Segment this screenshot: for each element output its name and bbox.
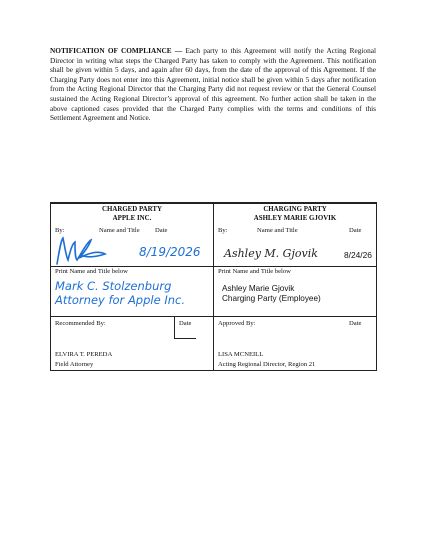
charged-name-title-label: Name and Title bbox=[99, 227, 140, 234]
charging-party-name: ASHLEY MARIE GJOVIK bbox=[253, 214, 337, 222]
charging-by-label: By: bbox=[218, 227, 228, 234]
charged-signature-date: 8/19/2026 bbox=[139, 245, 201, 259]
charged-party-title: CHARGED PARTY bbox=[102, 206, 162, 213]
approved-cell bbox=[214, 316, 377, 370]
signature-table bbox=[50, 202, 377, 371]
approved-title: Acting Regional Director, Region 21 bbox=[218, 360, 316, 368]
recommended-cell bbox=[51, 316, 214, 370]
charged-party-signature bbox=[53, 234, 133, 268]
notice-body: Each party to this Agreement will notify the Acting Regional Director in writing what steps the Charged Party has taken to comply with the Agreement. This notification shall be given within 5 days, and again after 60 days, from the date of the approval of this Agreement. If the Charging Party does not enter into this Agreement, initial notice shall be given within 5 days after notification from the Acting Regional Director that the Charging Party did not request review or that the General Counsel sustained the Acting Regional Director’s approval of this agreement. No further action shall be taken in the above captioned cases provided that the Charged Party complies with the terms and conditions of this Settlement Agreement and Notice. bbox=[50, 46, 376, 123]
charging-print-title: Charging Party (Employee) bbox=[222, 294, 321, 303]
charged-print-title: Attorney for Apple Inc. bbox=[55, 293, 185, 307]
charged-print-label: Print Name and Title below bbox=[55, 268, 128, 275]
approved-date-label: Date bbox=[349, 319, 362, 327]
charged-by-label: By: bbox=[55, 227, 65, 234]
charging-print-label: Print Name and Title below bbox=[218, 268, 291, 275]
charging-party-signature: Ashley M. Gjovik bbox=[224, 247, 318, 260]
charging-name-title-label: Name and Title bbox=[257, 227, 298, 234]
charging-signature-date: 8/24/26 bbox=[344, 250, 372, 260]
charging-date-label: Date bbox=[349, 227, 362, 234]
charged-party-cell bbox=[51, 203, 214, 316]
charging-party-cell bbox=[214, 203, 377, 316]
charged-signature-line bbox=[51, 266, 213, 267]
charged-party-name: APPLE INC. bbox=[112, 214, 152, 222]
recommended-title: Field Attorney bbox=[55, 360, 94, 368]
approved-label: Approved By: bbox=[218, 319, 256, 327]
charging-party-header bbox=[214, 204, 376, 223]
recommended-date-divider bbox=[174, 317, 175, 338]
charged-date-label: Date bbox=[155, 227, 168, 234]
recommended-label: Recommended By: bbox=[55, 319, 106, 327]
notice-heading: NOTIFICATION OF COMPLIANCE — bbox=[50, 46, 183, 55]
notice-paragraph bbox=[50, 46, 376, 123]
charged-party-header bbox=[51, 204, 213, 223]
charging-signature-line bbox=[214, 266, 376, 267]
approved-name: LISA MCNEILL bbox=[218, 350, 264, 358]
recommended-date-label: Date bbox=[179, 319, 192, 327]
recommended-name: ELVIRA T. PEREDA bbox=[55, 350, 113, 358]
charged-print-name: Mark C. Stolzenburg bbox=[55, 279, 172, 293]
charging-print-name: Ashley Marie Gjovik bbox=[222, 284, 295, 293]
recommended-date-line bbox=[174, 338, 196, 339]
charging-party-title: CHARGING PARTY bbox=[263, 206, 327, 213]
